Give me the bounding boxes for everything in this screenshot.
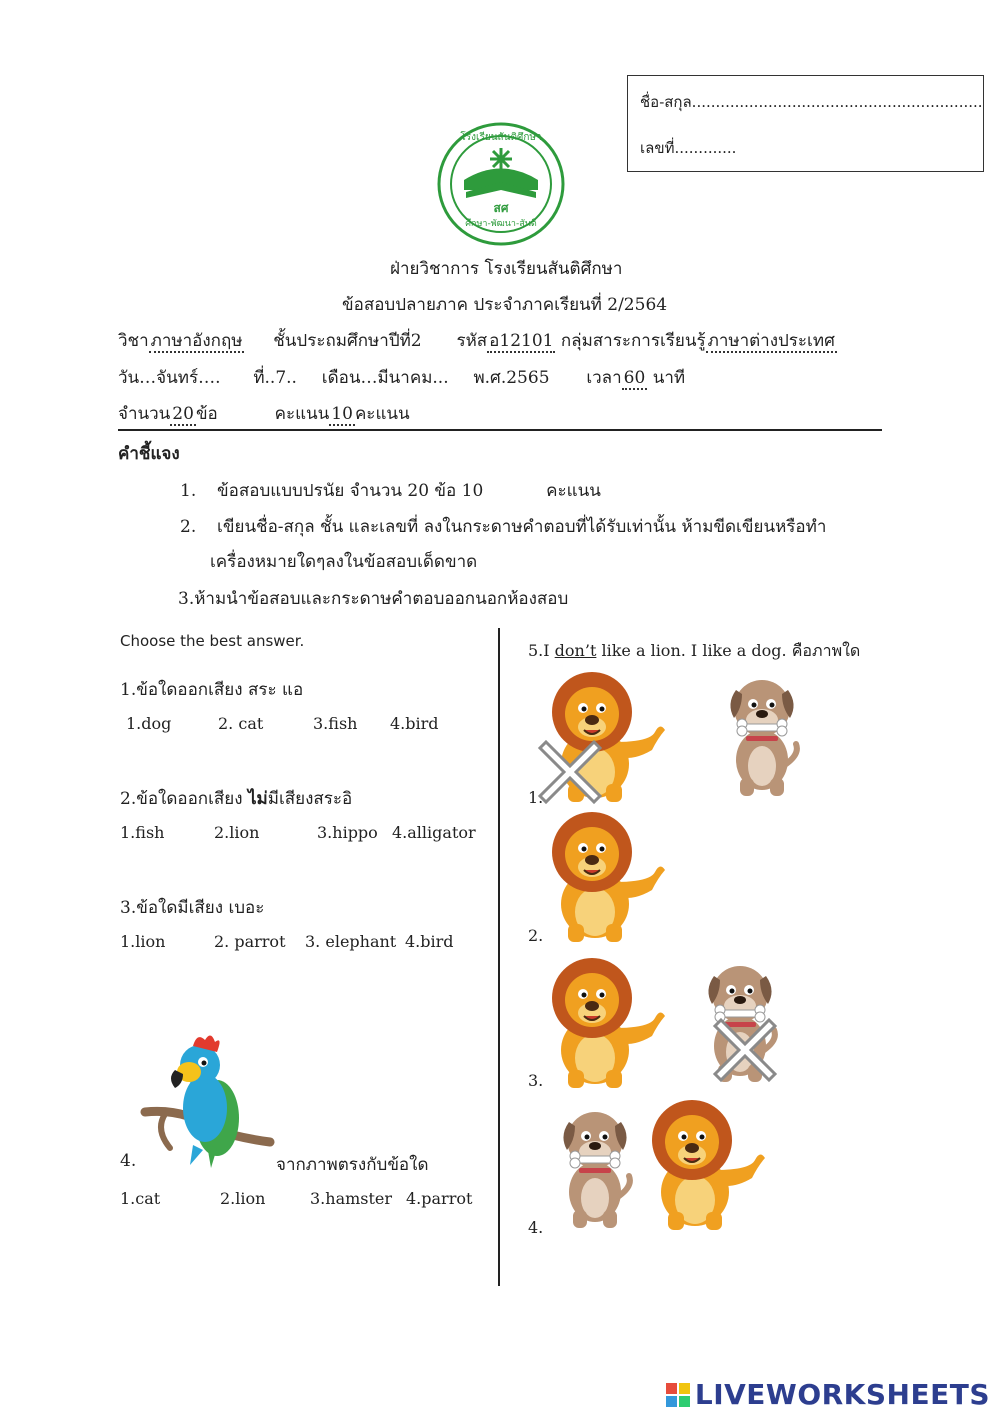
- q5-label-1[interactable]: 1.: [528, 788, 544, 807]
- code-label: รหัส: [456, 331, 488, 351]
- subject-row: [118, 327, 837, 354]
- q2-option-2[interactable]: 2.lion: [214, 823, 260, 842]
- dog-icon: [712, 668, 812, 800]
- lion-icon: [540, 812, 665, 947]
- q2-option-4[interactable]: 4.alligator: [392, 823, 476, 842]
- instruction-2-num: 2.: [180, 517, 197, 537]
- group-label: กลุ่มสาระการเรียนรู้: [560, 331, 706, 351]
- q2-option-1[interactable]: 1.fish: [120, 823, 165, 842]
- q5-label-4[interactable]: 4.: [528, 1218, 544, 1237]
- q2-bold: ไม่: [247, 789, 268, 809]
- q5-underlined: don’t: [554, 641, 597, 660]
- question-5: [528, 639, 860, 664]
- divider: [118, 429, 882, 431]
- count-label: จำนวน: [118, 404, 171, 424]
- code-value: อ12101: [489, 331, 554, 351]
- cross-icon: [715, 1020, 775, 1080]
- date-row: [118, 364, 685, 391]
- instruction-2-line1: เขียนชื่อ-สกุล ชั้น และเลขที่ ลงในกระดาษคำตอบที่ได้รับเท่านั้น ห้ามขีดเขียนหรือทำ: [217, 517, 827, 537]
- time-label: เวลา: [586, 368, 622, 388]
- school-logo: [436, 122, 566, 247]
- instruction-1-unit: คะแนน: [546, 481, 601, 501]
- year: พ.ศ.2565: [473, 368, 550, 388]
- score-value: 10: [331, 404, 353, 424]
- logo-abbr: สศ: [493, 201, 509, 215]
- q5-pre: 5.I: [528, 641, 555, 660]
- lion-icon: [540, 958, 665, 1093]
- instruction-3: 3.ห้ามนำข้อสอบและกระดาษคำตอบออกนอกห้องสอบ: [178, 589, 569, 609]
- time-value: 60: [623, 368, 646, 388]
- count-value: 20: [172, 404, 194, 424]
- subject-value: ภาษาอังกฤษ: [150, 331, 243, 351]
- q2-pre: 2.ข้อใดออกเสียง: [120, 789, 248, 809]
- q3-option-2[interactable]: 2. parrot: [214, 932, 286, 951]
- instruction-2: [180, 513, 826, 540]
- column-divider: [498, 628, 500, 1286]
- month: เดือน…มีนาคม...: [321, 368, 449, 388]
- number-field[interactable]: เลขที่.............: [640, 139, 737, 157]
- count-unit: ข้อ: [195, 404, 218, 424]
- q4-option-2[interactable]: 2.lion: [220, 1189, 266, 1208]
- liveworksheets-logo-icon: [666, 1383, 690, 1407]
- q3-option-4[interactable]: 4.bird: [405, 932, 454, 951]
- q5-post: like a lion. I like a dog. คือภาพใด: [596, 641, 861, 660]
- instruction-1-text: ข้อสอบแบบปรนัย จำนวน 20 ข้อ 10: [217, 481, 484, 501]
- score-label: คะแนน: [274, 404, 330, 424]
- exam-title: ข้อสอบปลายภาค ประจำภาคเรียนที่ 2/2564: [342, 295, 668, 315]
- liveworksheets-brand[interactable]: [666, 1378, 990, 1411]
- name-field[interactable]: ชื่อ-สกุล.............................................................: [640, 93, 983, 111]
- question-3: 3.ข้อใดมีเสียง เบอะ: [120, 898, 265, 918]
- question-4-number: 4.: [120, 1151, 137, 1171]
- name-box: [627, 75, 984, 172]
- q1-option-4[interactable]: 4.bird: [390, 714, 439, 733]
- q1-option-2[interactable]: 2. cat: [218, 714, 264, 733]
- q5-label-3[interactable]: 3.: [528, 1071, 544, 1090]
- day: วัน…จันทร์….: [118, 368, 221, 388]
- group-value: ภาษาต่างประเทศ: [707, 331, 835, 351]
- instruction-1-num: 1.: [180, 481, 197, 501]
- instructions-title: คำชี้แจง: [118, 444, 180, 464]
- time-unit: นาที: [652, 368, 686, 388]
- q1-option-3[interactable]: 3.fish: [313, 714, 358, 733]
- logo-motto: ศึกษา-พัฒนา-สันติ: [465, 219, 537, 229]
- q2-post: มีเสียงสระอิ: [267, 789, 353, 809]
- count-row: [118, 400, 410, 427]
- liveworksheets-text: LIVEWORKSHEETS: [694, 1378, 990, 1411]
- question-2: [120, 785, 352, 812]
- q2-option-3[interactable]: 3.hippo: [317, 823, 378, 842]
- grade: ชั้นประถมศึกษาปีที่2: [273, 331, 422, 351]
- question-4-text: จากภาพตรงกับข้อใด: [276, 1155, 429, 1175]
- score-unit: คะแนน: [354, 404, 410, 424]
- q4-option-1[interactable]: 1.cat: [120, 1189, 161, 1208]
- q3-option-1[interactable]: 1.lion: [120, 932, 166, 951]
- q3-option-3[interactable]: 3. elephant: [305, 932, 397, 951]
- q4-option-3[interactable]: 3.hamster: [310, 1189, 393, 1208]
- subject-label: วิชา: [118, 331, 149, 351]
- dog-icon: [545, 1100, 645, 1232]
- parrot-icon: [145, 1030, 275, 1168]
- question-1: 1.ข้อใดออกเสียง สระ แอ: [120, 680, 304, 700]
- instruction-1: [180, 477, 601, 504]
- q4-option-4[interactable]: 4.parrot: [406, 1189, 473, 1208]
- school-line: ฝ่ายวิชาการ โรงเรียนสันติศึกษา: [390, 259, 623, 279]
- instruction-2-line2: เครื่องหมายใดๆลงในข้อสอบเด็ดขาด: [210, 552, 478, 572]
- cross-icon: [540, 742, 600, 802]
- q5-label-2[interactable]: 2.: [528, 926, 544, 945]
- date: ที่..7..: [253, 368, 297, 388]
- logo-top-text: โรงเรียนสันติศึกษา: [460, 132, 542, 143]
- lion-icon: [640, 1100, 765, 1235]
- q1-option-1[interactable]: 1.dog: [126, 714, 172, 733]
- instructions-heading: Choose the best answer.: [120, 632, 305, 650]
